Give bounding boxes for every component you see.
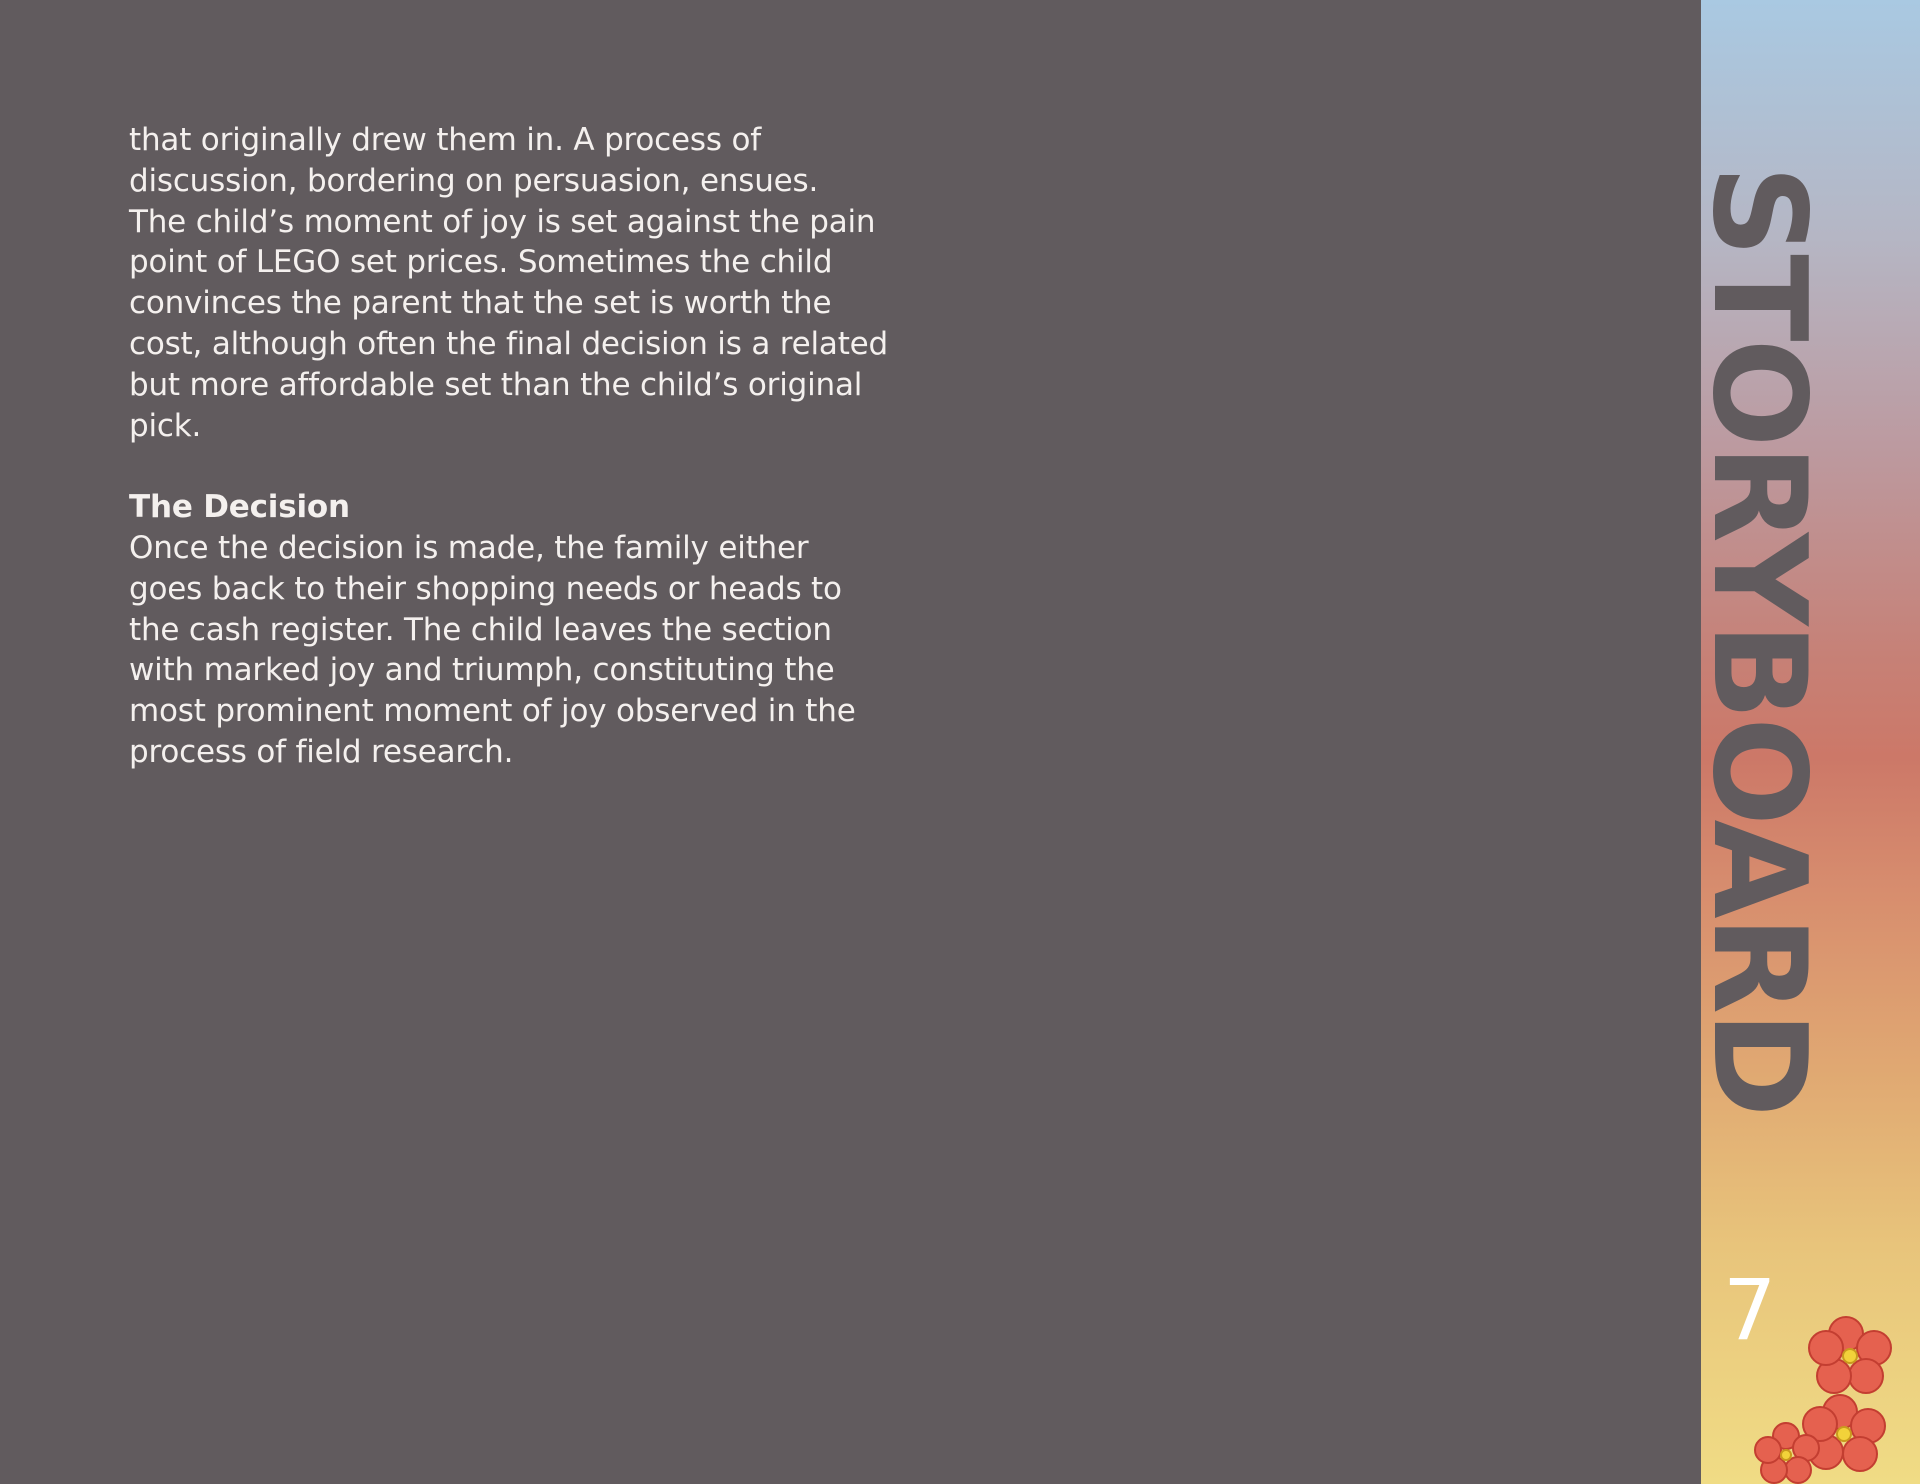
- text-line: goes back to their shopping needs or heads to: [129, 570, 842, 607]
- section-title-vertical: STORYBOARD: [1684, 165, 1833, 1115]
- text-line: with marked joy and triumph, constituting the: [129, 652, 835, 689]
- text-line: that originally drew them in. A process of: [129, 122, 761, 158]
- text-line: Once the decision is made, the family either: [129, 529, 809, 566]
- text-line: pick.: [129, 407, 202, 444]
- body-text: [129, 120, 909, 773]
- text-line: The child’s moment of joy is set against the pain: [129, 203, 876, 240]
- paragraph-decision: [129, 528, 909, 773]
- flowers-icon: [1740, 1300, 1920, 1484]
- text-line: process of field research.: [129, 733, 514, 770]
- paragraph-persuasion: [129, 120, 909, 446]
- flower-medium: [1803, 1395, 1885, 1471]
- paragraph-spacer: [129, 446, 909, 487]
- text-line: most prominent moment of joy observed in the: [129, 693, 856, 730]
- flower-large: [1809, 1317, 1891, 1393]
- text-line: point of LEGO set prices. Sometimes the child: [129, 244, 833, 281]
- text-line: convinces the parent that the set is worth the: [129, 285, 832, 322]
- section-heading: The Decision: [129, 489, 350, 526]
- text-line: discussion, bordering on persuasion, ensues.: [129, 162, 819, 199]
- page-number: 7: [1723, 1261, 1777, 1359]
- text-line: but more affordable set than the child’s original: [129, 366, 863, 403]
- text-line: cost, although often the final decision is a related: [129, 325, 889, 362]
- text-line: the cash register. The child leaves the section: [129, 611, 832, 648]
